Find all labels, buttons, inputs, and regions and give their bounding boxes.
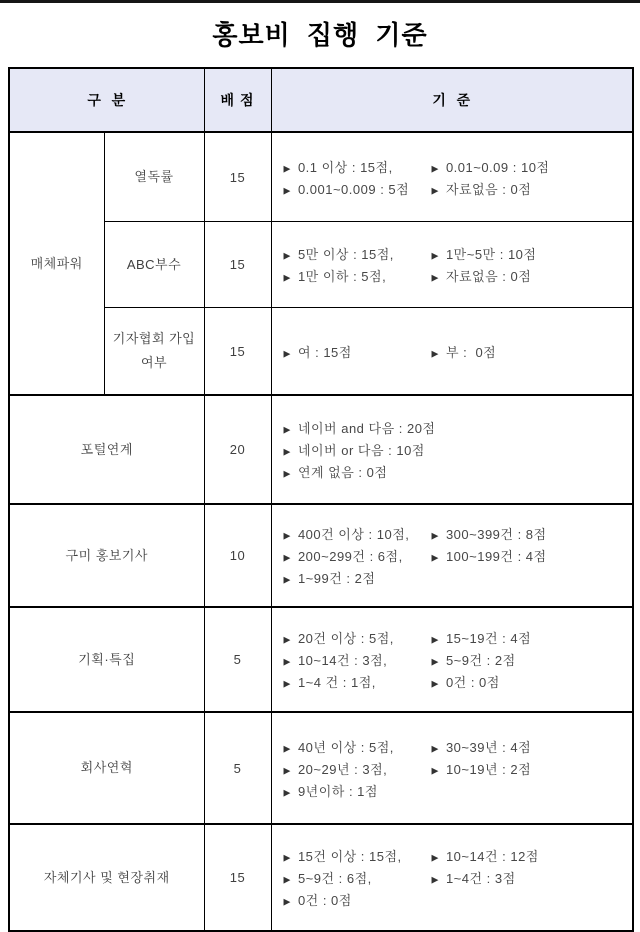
criteria-text: 여 : 15점 xyxy=(297,344,352,360)
criteria-item xyxy=(432,157,550,176)
criteria-text: 네이버 or 다음 : 10점 xyxy=(297,443,425,458)
triangle-bullet-icon: ▶ xyxy=(283,874,291,885)
triangle-bullet-icon: ▶ xyxy=(283,787,291,797)
criteria-item xyxy=(432,868,516,887)
criteria-item xyxy=(284,672,432,691)
criteria-text: 연계 없음 : 0점 xyxy=(297,465,388,480)
criteria-line xyxy=(284,417,629,439)
criteria-item xyxy=(284,179,432,198)
row-readership xyxy=(9,132,633,222)
criteria-item xyxy=(432,759,532,778)
criteria-item xyxy=(284,440,432,459)
criteria-item xyxy=(284,781,432,800)
criteria-item xyxy=(432,846,539,865)
criteria-text: 5~9건 : 6점, xyxy=(297,871,372,886)
criteria-item xyxy=(284,846,432,865)
criteria-line xyxy=(284,461,629,483)
triangle-bullet-icon: ▶ xyxy=(283,530,291,541)
criteria-item xyxy=(284,524,432,543)
header-category: 구 분 xyxy=(9,68,204,132)
criteria-text: 5만 이상 : 15점, xyxy=(297,247,394,262)
criteria-item xyxy=(432,650,516,669)
criteria-text: 0건 : 0점 xyxy=(297,893,352,908)
criteria-item xyxy=(284,650,432,669)
criteria-text: 9년이하 : 1점 xyxy=(297,783,378,799)
triangle-bullet-icon: ▶ xyxy=(283,163,291,173)
row-special-features xyxy=(9,607,633,712)
criteria-item xyxy=(284,628,432,647)
criteria-item xyxy=(432,244,537,263)
criteria-text: 자료없음 : 0점 xyxy=(445,181,532,197)
criteria-line xyxy=(284,867,629,889)
criteria-item xyxy=(284,868,432,887)
header-row xyxy=(9,68,633,132)
criteria-text: 10~14건 : 3점, xyxy=(297,653,388,668)
criteria-item xyxy=(284,342,432,361)
criteria-text: 1~99건 : 2점 xyxy=(297,571,376,586)
row-own-articles xyxy=(9,824,633,931)
criteria-item xyxy=(432,266,532,285)
criteria-text: 0건 : 0점 xyxy=(445,675,500,690)
cell-criteria xyxy=(271,824,633,931)
cell-points: 15 xyxy=(204,824,271,931)
triangle-bullet-icon: ▶ xyxy=(431,250,439,261)
triangle-bullet-icon: ▶ xyxy=(283,348,291,358)
criteria-text: 400건 이상 : 10점, xyxy=(297,527,410,542)
cell-criteria xyxy=(271,607,633,712)
criteria-line xyxy=(284,523,629,545)
cell-points: 20 xyxy=(204,395,271,504)
cell-group-media-power: 매체파워 xyxy=(9,132,104,395)
criteria-text: 부 : 0점 xyxy=(445,344,497,360)
criteria-text: 30~39년 : 4점 xyxy=(445,739,532,755)
triangle-bullet-icon: ▶ xyxy=(431,765,439,775)
criteria-text: 100~199건 : 4점 xyxy=(445,549,547,564)
criteria-text: 자료없음 : 0점 xyxy=(445,269,532,284)
triangle-bullet-icon: ▶ xyxy=(283,446,291,457)
cell-category: 포털연계 xyxy=(9,395,204,504)
criteria-text: 5~9건 : 2점 xyxy=(445,653,516,668)
triangle-bullet-icon: ▶ xyxy=(283,552,291,563)
criteria-text: 1~4건 : 3점 xyxy=(445,871,516,886)
triangle-bullet-icon: ▶ xyxy=(431,163,439,173)
triangle-bullet-icon: ▶ xyxy=(283,424,291,435)
cell-points: 10 xyxy=(204,504,271,607)
criteria-line xyxy=(284,155,629,177)
triangle-bullet-icon: ▶ xyxy=(283,468,291,479)
criteria-text: 300~399건 : 8점 xyxy=(445,527,547,542)
header-criteria: 기 준 xyxy=(271,68,633,132)
criteria-item xyxy=(432,737,532,756)
criteria-line xyxy=(284,545,629,567)
criteria-line xyxy=(284,243,629,265)
cell-points: 5 xyxy=(204,712,271,824)
top-rule xyxy=(0,0,640,3)
criteria-text: 1만 이하 : 5점, xyxy=(297,269,387,284)
criteria-line xyxy=(284,265,629,287)
criteria-line xyxy=(284,340,629,362)
triangle-bullet-icon: ▶ xyxy=(283,185,291,195)
triangle-bullet-icon: ▶ xyxy=(283,896,291,907)
triangle-bullet-icon: ▶ xyxy=(283,678,291,689)
cell-category: 열독률 xyxy=(104,132,204,222)
triangle-bullet-icon: ▶ xyxy=(431,348,439,358)
criteria-line xyxy=(284,671,629,693)
criteria-text: 20~29년 : 3점, xyxy=(297,761,388,777)
triangle-bullet-icon: ▶ xyxy=(431,656,439,667)
triangle-bullet-icon: ▶ xyxy=(431,634,439,645)
criteria-item xyxy=(284,546,432,565)
criteria-item xyxy=(432,546,547,565)
cell-category: 기획·특집 xyxy=(9,607,204,712)
cell-criteria xyxy=(271,504,633,607)
cell-criteria xyxy=(271,308,633,396)
row-company-history xyxy=(9,712,633,824)
criteria-text: 40년 이상 : 5점, xyxy=(297,739,394,755)
criteria-table xyxy=(8,67,634,932)
triangle-bullet-icon: ▶ xyxy=(431,678,439,689)
triangle-bullet-icon: ▶ xyxy=(431,743,439,753)
criteria-text: 0.001~0.009 : 5점 xyxy=(297,181,410,197)
triangle-bullet-icon: ▶ xyxy=(431,552,439,563)
criteria-item xyxy=(284,266,432,285)
page-title: 홍보비 집행 기준 xyxy=(212,20,428,50)
triangle-bullet-icon: ▶ xyxy=(283,765,291,775)
criteria-text: 15건 이상 : 15점, xyxy=(297,849,402,864)
cell-category: 회사연혁 xyxy=(9,712,204,824)
criteria-line xyxy=(284,757,629,779)
triangle-bullet-icon: ▶ xyxy=(283,250,291,261)
criteria-line xyxy=(284,627,629,649)
criteria-item xyxy=(432,179,532,198)
criteria-item xyxy=(432,628,532,647)
criteria-text: 200~299건 : 6점, xyxy=(297,549,403,564)
cell-criteria xyxy=(271,222,633,308)
criteria-item xyxy=(284,244,432,263)
cell-criteria xyxy=(271,132,633,222)
cell-criteria xyxy=(271,395,633,504)
criteria-item xyxy=(283,418,436,437)
criteria-line xyxy=(284,735,629,757)
criteria-text: 10~19년 : 2점 xyxy=(445,761,532,777)
row-gumi-articles xyxy=(9,504,633,607)
triangle-bullet-icon: ▶ xyxy=(283,743,291,753)
criteria-line xyxy=(284,177,629,199)
triangle-bullet-icon: ▶ xyxy=(283,852,291,863)
criteria-text: 15~19건 : 4점 xyxy=(445,631,532,646)
row-portal-link xyxy=(9,395,633,504)
cell-category: 기자협회 가입여부 xyxy=(104,308,204,396)
criteria-line xyxy=(284,649,629,671)
triangle-bullet-icon: ▶ xyxy=(283,634,291,645)
criteria-item xyxy=(284,759,432,778)
criteria-text: 1만~5만 : 10점 xyxy=(445,247,537,262)
criteria-item xyxy=(284,568,432,587)
triangle-bullet-icon: ▶ xyxy=(283,574,291,585)
criteria-item xyxy=(284,157,432,176)
criteria-line xyxy=(284,889,629,911)
header-points: 배 점 xyxy=(204,68,271,132)
cell-category: 자체기사 및 현장취재 xyxy=(9,824,204,931)
triangle-bullet-icon: ▶ xyxy=(431,874,439,885)
cell-points: 5 xyxy=(204,607,271,712)
cell-points: 15 xyxy=(204,222,271,308)
criteria-item xyxy=(284,890,432,909)
triangle-bullet-icon: ▶ xyxy=(283,272,291,283)
triangle-bullet-icon: ▶ xyxy=(283,656,291,667)
cell-category: 구미 홍보기사 xyxy=(9,504,204,607)
triangle-bullet-icon: ▶ xyxy=(431,852,439,863)
criteria-line xyxy=(284,439,629,461)
triangle-bullet-icon: ▶ xyxy=(431,530,439,541)
criteria-text: 네이버 and 다음 : 20점 xyxy=(297,421,436,436)
cell-category: ABC부수 xyxy=(104,222,204,308)
criteria-text: 0.1 이상 : 15점, xyxy=(297,159,393,175)
criteria-line xyxy=(284,845,629,867)
criteria-text: 10~14건 : 12점 xyxy=(445,849,539,864)
criteria-text: 20건 이상 : 5점, xyxy=(297,631,394,646)
triangle-bullet-icon: ▶ xyxy=(431,272,439,283)
triangle-bullet-icon: ▶ xyxy=(431,185,439,195)
criteria-item xyxy=(432,672,500,691)
criteria-item xyxy=(432,342,497,361)
criteria-item xyxy=(432,524,547,543)
criteria-item xyxy=(284,737,432,756)
criteria-text: 1~4 건 : 1점, xyxy=(297,675,376,690)
criteria-text: 0.01~0.09 : 10점 xyxy=(445,159,550,175)
cell-points: 15 xyxy=(204,308,271,396)
criteria-line xyxy=(284,567,629,589)
cell-criteria xyxy=(271,712,633,824)
criteria-line xyxy=(284,779,629,801)
cell-points: 15 xyxy=(204,132,271,222)
criteria-item xyxy=(284,462,432,481)
